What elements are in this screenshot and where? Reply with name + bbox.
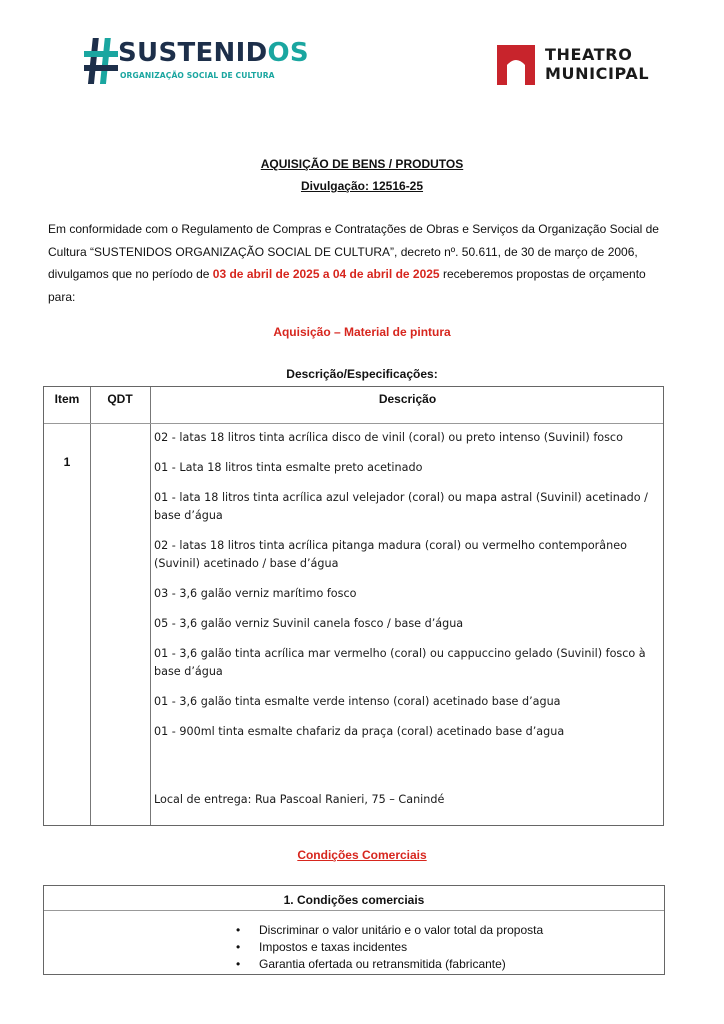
column-divider bbox=[150, 387, 151, 825]
description-line: 01 - 3,6 galão tinta esmalte verde intenso (coral) acetinado base d’agua bbox=[154, 695, 561, 708]
description-line: 03 - 3,6 galão verniz marítimo fosco bbox=[154, 587, 357, 600]
description-line: 05 - 3,6 galão verniz Suvinil canela fosco / base d’água bbox=[154, 617, 464, 630]
specifications-heading: Descrição/Especificações: bbox=[286, 367, 438, 381]
condition-item: • Impostos e taxas incidentes bbox=[236, 940, 408, 954]
conditions-header: 1. Condições comerciais bbox=[283, 893, 425, 907]
hash-logo-icon bbox=[84, 36, 120, 86]
item-number: 1 bbox=[63, 455, 71, 469]
theatro-municipal-wordmark: THEATRO MUNICIPAL bbox=[545, 45, 650, 83]
column-header-description: Descrição bbox=[378, 392, 437, 406]
acquisition-heading: Aquisição – Material de pintura bbox=[273, 325, 451, 339]
intro-paragraph: Em conformidade com o Regulamento de Compras e Contratações de Obras e Serviços da Organização Social de Cultura “SUSTENIDOS ORGANIZAÇÃO SOCIAL DE CULTURA”, decreto nº. 50.611, de 30 de março de 2006, divulgamos que no período de 03 de abril de 2025 a 04 de abril de 2025 receberemos propostas de orçamento para: bbox=[48, 222, 659, 304]
delivery-location: Local de entrega: Rua Pascoal Ranieri, 75 – Canindé bbox=[154, 793, 445, 806]
condition-item: • Garantia ofertada ou retransmitida (fabricante) bbox=[236, 957, 506, 971]
description-line: 01 - lata 18 litros tinta acrílica azul velejador (coral) ou mapa astral (Suvinil) acetinado / base d’água bbox=[154, 491, 648, 522]
sustenidos-tagline: ORGANIZAÇÃO SOCIAL DE CULTURA bbox=[120, 71, 275, 80]
bullet-icon: • bbox=[236, 923, 241, 937]
description-line: 02 - latas 18 litros tinta acrílica pitanga madura (coral) ou vermelho contemporâneo (Suvinil) acetinado / base d’água bbox=[154, 539, 627, 570]
condition-item: • Discriminar o valor unitário e o valor total da proposta bbox=[236, 923, 544, 937]
column-header-item: Item bbox=[54, 392, 80, 406]
column-divider bbox=[90, 387, 91, 825]
column-header-qdt: QDT bbox=[107, 392, 133, 406]
description-line: 01 - 900ml tinta esmalte chafariz da praça (coral) acetinado base d’agua bbox=[154, 725, 565, 738]
theatro-municipal-logo bbox=[495, 43, 665, 89]
conditions-divider bbox=[44, 910, 664, 911]
conditions-list bbox=[236, 922, 543, 973]
description-list bbox=[154, 429, 659, 753]
items-table bbox=[43, 386, 664, 826]
conditions-table bbox=[43, 885, 665, 975]
sustenidos-logo bbox=[84, 36, 309, 88]
document-title: AQUISIÇÃO DE BENS / PRODUTOS bbox=[260, 157, 464, 171]
bullet-icon: • bbox=[236, 957, 241, 971]
theatro-arch-icon bbox=[495, 43, 537, 87]
description-line: 01 - 3,6 galão tinta acrílica mar vermelho (coral) ou cappuccino gelado (Suvinil) fosco à base d’água bbox=[154, 647, 646, 678]
disclosure-number: Divulgação: 12516-25 bbox=[300, 179, 424, 193]
description-line: 01 - Lata 18 litros tinta esmalte preto acetinado bbox=[154, 461, 423, 474]
bullet-icon: • bbox=[236, 940, 241, 954]
description-line: 02 - latas 18 litros tinta acrílica disco de vinil (coral) ou preto intenso (Suvinil) fosco bbox=[154, 431, 623, 444]
sustenidos-wordmark: SUSTENIDOS bbox=[118, 38, 309, 68]
commercial-conditions-heading: Condições Comerciais bbox=[297, 848, 427, 862]
proposal-period: 03 de abril de 2025 a 04 de abril de 2025 bbox=[212, 267, 440, 281]
header-divider bbox=[44, 423, 663, 424]
